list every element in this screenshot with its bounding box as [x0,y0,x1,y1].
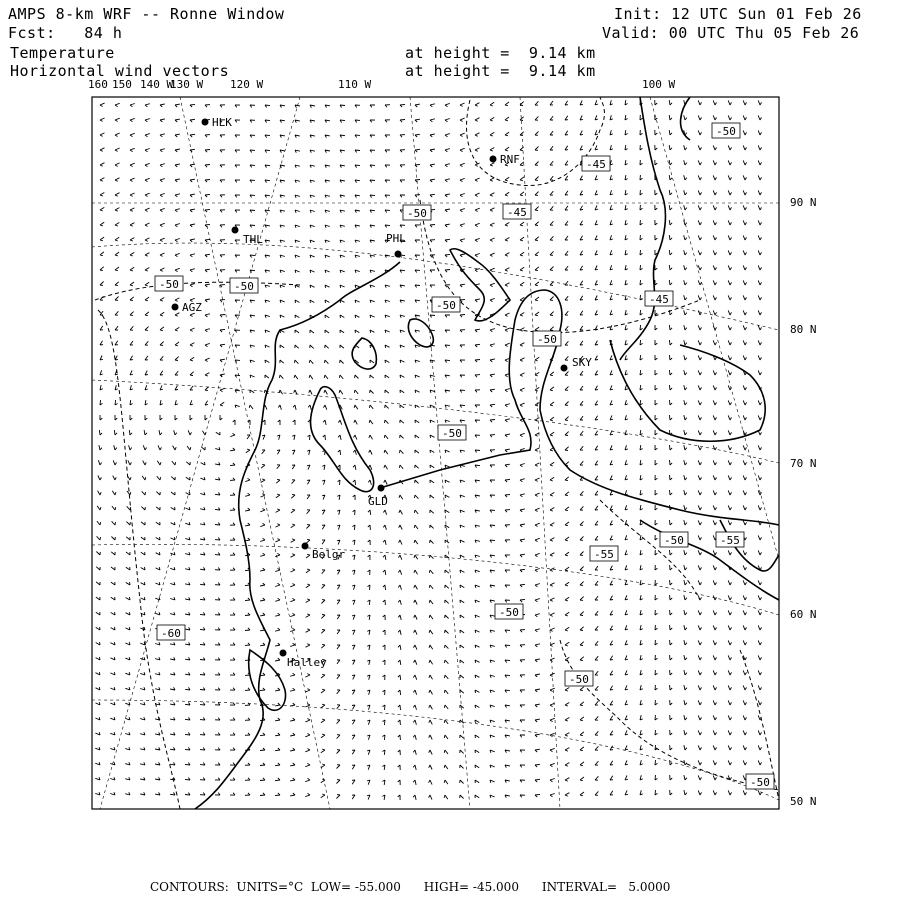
field-label-wind: Horizontal wind vectors [10,62,230,80]
svg-text:-50: -50 [664,534,684,547]
svg-text:-45: -45 [649,293,669,306]
height-label-1: at height = 9.14 km [405,44,596,62]
contour-label [403,205,431,220]
station-label: GLD [368,495,388,508]
svg-text:-50: -50 [716,125,736,138]
svg-text:-50: -50 [407,207,427,220]
svg-text:-50: -50 [537,333,557,346]
graticule [92,97,779,809]
contour-label [155,276,183,291]
station-marker [490,156,497,163]
lon-label: 130 W [170,78,204,91]
init-time: Init: 12 UTC Sun 01 Feb 26 [614,5,862,23]
lon-label: 120 W [230,78,264,91]
contour-labels [155,123,774,789]
lon-label: 150 [112,78,132,91]
contour-info: CONTOURS: UNITS=°C LOW= -55.000 HIGH= -45.000 INTERVAL= 5.0000 [150,880,671,894]
map-title: AMPS 8-km WRF -- Ronne Window [8,5,285,23]
valid-time: Valid: 00 UTC Thu 05 Feb 26 [602,24,860,42]
svg-text:-50: -50 [159,278,179,291]
station-label: Halley [287,656,327,669]
station-label: THL [243,233,263,246]
lat-label: 90 N [790,196,817,209]
contour-label [503,204,531,219]
forecast-hour: Fcst: 84 h [8,24,123,42]
lon-label: 100 W [642,78,676,91]
lat-label: 50 N [790,795,817,808]
svg-text:-50: -50 [442,427,462,440]
station-marker [202,119,209,126]
lon-label: 140 W [140,78,174,91]
svg-text:-50: -50 [750,776,770,789]
station-label: SKY [572,356,592,369]
svg-text:-45: -45 [507,206,527,219]
lat-label: 70 N [790,457,817,470]
map-frame [92,97,779,809]
svg-text:-50: -50 [234,280,254,293]
field-label-temperature: Temperature [10,44,115,62]
contour-label [660,532,688,547]
coastline [195,97,779,809]
station-label: HLK [212,116,232,129]
contour-label [716,532,744,547]
contour-label [746,774,774,789]
contour-label [533,331,561,346]
svg-text:-60: -60 [161,627,181,640]
contour-label [438,425,466,440]
station-label: Belgr [312,548,346,561]
station-label: AGZ [182,301,202,314]
station-marker [232,227,239,234]
lon-label: 110 W [338,78,372,91]
station-marker [280,650,287,657]
svg-text:-45: -45 [586,158,606,171]
contour-label [157,625,185,640]
contour-label [645,291,673,306]
station-label: RNF [500,153,520,166]
svg-text:-50: -50 [569,673,589,686]
station-marker [302,543,309,550]
contour-label [432,297,460,312]
contour-label [230,278,258,293]
svg-text:-50: -50 [436,299,456,312]
height-label-2: at height = 9.14 km [405,62,596,80]
contour-label [590,546,618,561]
station-marker [172,304,179,311]
contour-label [565,671,593,686]
lon-label: 160 [88,78,108,91]
station-marker [561,365,568,372]
svg-text:-50: -50 [499,606,519,619]
station-label: PHL [386,232,406,245]
station-marker [395,251,402,258]
contour-label [582,156,610,171]
contour-label [495,604,523,619]
lat-label: 60 N [790,608,817,621]
lat-label: 80 N [790,323,817,336]
station-markers [172,119,568,657]
station-marker [378,485,385,492]
svg-text:-55: -55 [594,548,614,561]
svg-text:-55: -55 [720,534,740,547]
temperature-contours [95,97,779,809]
contour-label [712,123,740,138]
